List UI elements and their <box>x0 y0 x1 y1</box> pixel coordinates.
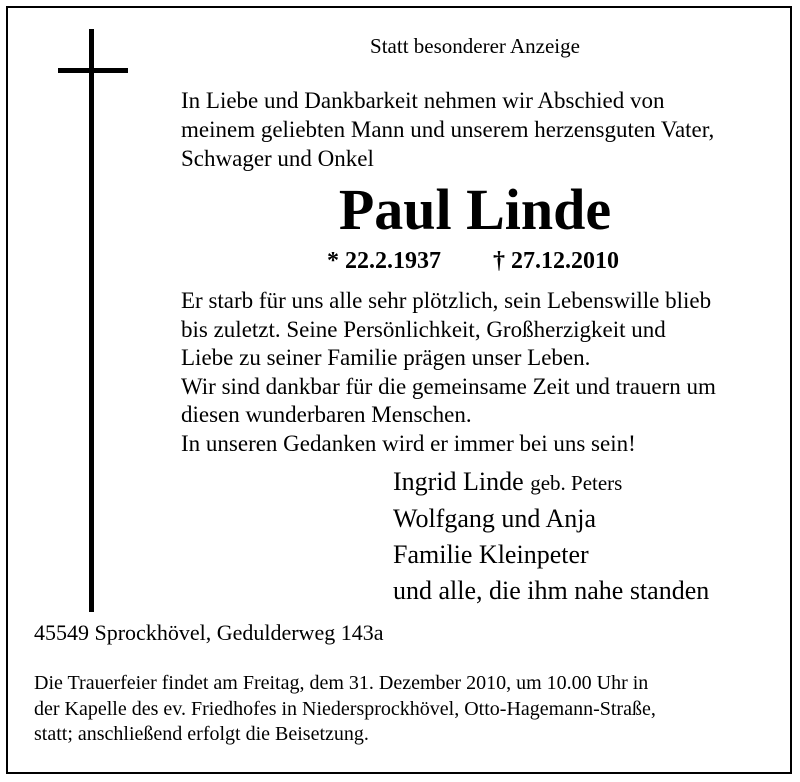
address: 45549 Sprockhövel, Gedulderweg 143a <box>34 620 384 645</box>
service-line: Die Trauerfeier findet am Freitag, dem 31. Dezember 2010, um 10.00 Uhr in <box>34 672 649 694</box>
cross-icon <box>89 29 94 612</box>
widow-name: Ingrid Linde <box>393 467 524 496</box>
tribute-line: bis zuletzt. Seine Persönlichkeit, Großherzigkeit und <box>181 316 666 342</box>
notice-heading: Statt besonderer Anzeige <box>370 34 580 58</box>
intro-line: meinem geliebten Mann und unserem herzensguten Vater, <box>181 117 715 142</box>
tribute-line: diesen wunderbaren Menschen. <box>181 402 472 427</box>
intro-line: Schwager und Onkel <box>181 146 374 171</box>
life-dates <box>327 248 619 275</box>
tribute-text <box>181 287 716 458</box>
intro-line: In Liebe und Dankbarkeit nehmen wir Abschied von <box>181 88 665 113</box>
tribute-line: Wir sind dankbar für die gemeinsame Zeit und trauern um <box>181 373 716 399</box>
tribute-line: In unseren Gedanken wird er immer bei uns sein! <box>181 430 636 456</box>
mourner-line: Familie Kleinpeter <box>393 540 589 569</box>
birth-date: * 22.2.1937 <box>327 248 441 274</box>
service-line: der Kapelle des ev. Friedhofes in Niedersprockhövel, Otto-Hagemann-Straße, <box>34 697 656 720</box>
mourners-list <box>393 464 709 609</box>
service-line: statt; anschließend erfolgt die Beisetzung. <box>34 723 369 745</box>
widow-maiden-name: geb. Peters <box>530 471 623 495</box>
mourner-widow <box>393 464 709 501</box>
deceased-name: Paul Linde <box>338 177 612 242</box>
intro-text <box>181 86 714 173</box>
tribute-line: Er starb für uns alle sehr plötzlich, sein Lebenswille blieb <box>181 288 712 313</box>
tribute-line: Liebe zu seiner Familie prägen unser Leben. <box>181 345 591 370</box>
funeral-service-info <box>34 671 656 748</box>
mourner-line: Wolfgang und Anja <box>393 504 596 533</box>
cross-icon-bar <box>58 68 128 73</box>
death-date: † 27.12.2010 <box>493 248 619 274</box>
mourner-line: und alle, die ihm nahe standen <box>393 576 710 605</box>
